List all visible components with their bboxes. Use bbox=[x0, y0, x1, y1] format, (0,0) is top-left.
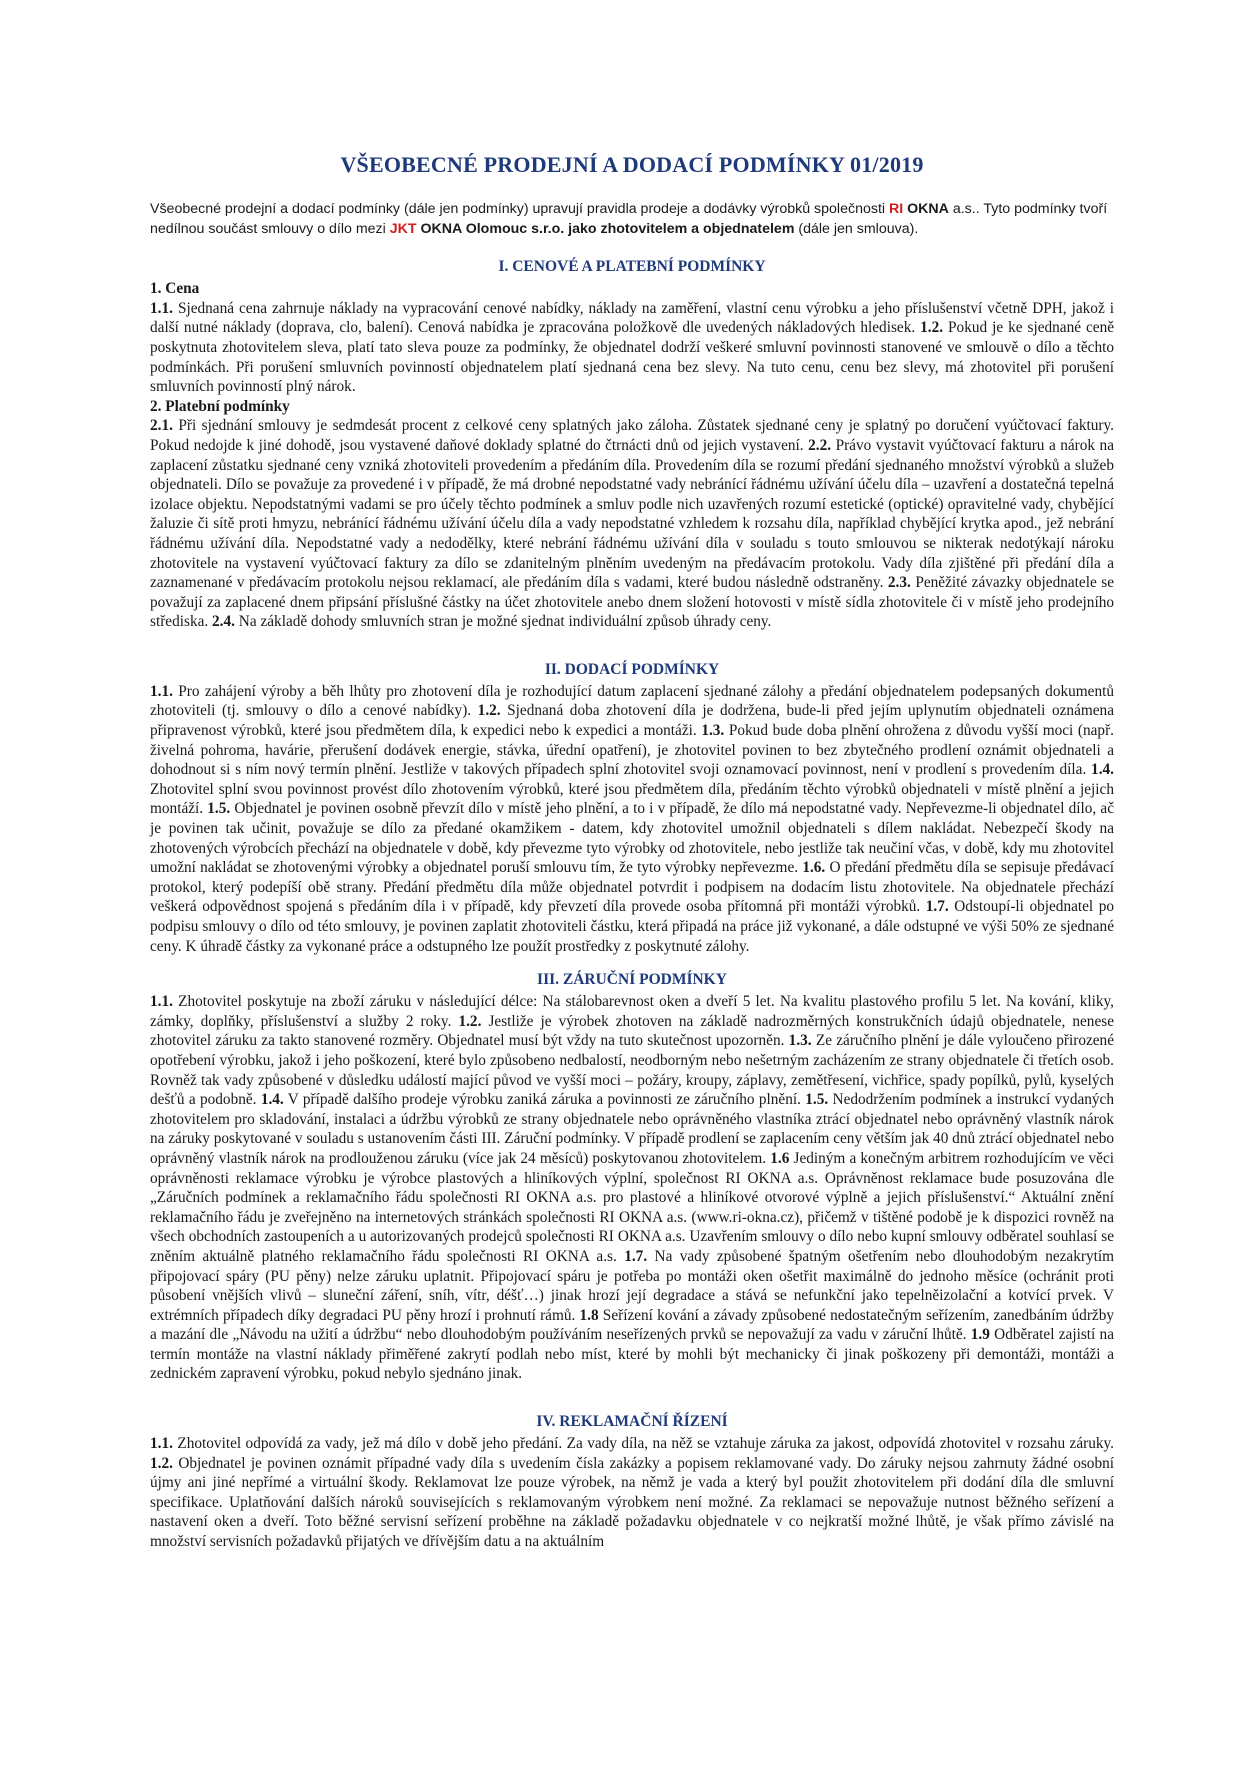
section-title-warranty: III. ZÁRUČNÍ PODMÍNKY bbox=[537, 971, 727, 989]
document-title: VŠEOBECNÉ PRODEJNÍ A DODACÍ PODMÍNKY 01/2019 bbox=[340, 152, 924, 177]
clause-number: 1.2. bbox=[458, 1012, 482, 1030]
contractor-name: OKNA Olomouc s.r.o. jako zhotovitelem a objednatelem bbox=[420, 220, 795, 237]
clause-number: 1.4. bbox=[1091, 761, 1114, 779]
clause-number: 1.2. bbox=[477, 702, 501, 720]
clause-text: Zhotovitel splní svou povinnost provést dílo zhotovením výrobků, které jsou předmětem díla, předáním těchto výrobků objednateli v místě plnění a jejich montáží. bbox=[150, 780, 1114, 818]
intro-text: (dále jen smlouva). bbox=[794, 220, 919, 237]
intro-paragraph bbox=[150, 200, 1114, 239]
clause-number: 1.8 bbox=[579, 1306, 599, 1324]
brand-jkt: JKT bbox=[389, 220, 417, 237]
clause-text: Právo vystavit vyúčtovací fakturu a nárok na zaplacení zůstatku sjednané ceny vzniká zhotoviteli provedením a předáním díla. Provedením díla se rozumí předání sjednaného množství výrobků a služeb objednateli. Dílo se považuje za provedené i v případě, že má drobné nepodstatné vady nebránící řádnému užívání účelu díla – uzavření a dostatečná tepelná izolace objektu. Nepodstatnými vadami se pro účely těchto podmínek a smluv podle nich uzavřených rozumí estetické (optické) opravitelné vady, chybějící žaluzie či sítě proti hmyzu, nebránící řádnému užívání účelu díla a vady nepodstatné vzhledem k rozsahu díla, například chybějící krytka apod., jež nebrání řádnému užívání díla. Nepodstatné vady a nedodělky, které nebrání řádnému užívání díla v souladu s touto smlouvou se nikterak nedotýkají nároku zhotovitele na vystavení vyúčtovací faktury za dílo se zdanitelným plněním uvedeným na předávacím protokolu. Vady díla zjištěné při předání díla a zaznamenané v předávacím protokolu nejsou reklamací, ale předáním díla s vadami, které budou následně odstraněny. bbox=[150, 436, 1114, 592]
clause-text: Seřízení kování a závady způsobené nedostatečným seřízením, zanedbáním údržby a mazání dle „Návodu na užití a údržbu“ nebo dlouhodobým používáním neseřízených prvků se nepovažují za vadu v záruční lhůtě. bbox=[150, 1306, 1114, 1344]
clause-text: Zhotovitel odpovídá za vady, jež má dílo v době jeho předání. Za vady díla, na něž se vztahuje záruka za jakost, odpovídá zhotovitel v rozsahu záruky. bbox=[172, 1435, 1114, 1453]
section-paragraph bbox=[150, 682, 1114, 956]
clause-text: Sjednaná cena zahrnuje náklady na vypracování cenové nabídky, náklady na zaměření, vlastní cenu výrobku a jeho příslušenství včetně DPH, jakož i další nutné náklady (doprava, clo, balení). Cenová nabídka je zpracována položkově dle uvedených nákladových hledisek. bbox=[150, 299, 1114, 337]
clause-number: 1.5. bbox=[805, 1091, 829, 1109]
clause-text: Nedodržením podmínek a instrukcí vydaných zhotovitelem pro skladování, instalaci a údržbu výrobků ze strany objednatele nebo oprávněného vlastníka ztrácí objednatel nebo oprávněný vlastník nárok na záruky poskytované v souladu s ustanovením části III. Záruční podmínky. V případě prodlení se zaplacením ceny větším jak 40 dnů ztrácí objednatel nebo oprávněný vlastník nárok na prodlouženou záruku (více jak 24 měsíců) poskytovanou zhotovitelem. bbox=[150, 1091, 1114, 1167]
clause-text: Objednatel je povinen osobně převzít dílo v místě jeho plnění, a to i v případě, že dílo má nepodstatné vady. Nepřevezme-li objednatel dílo, ač je povinen tak učinit, považuje se dílo za předané okamžikem - datem, kdy zhotovitel umožnil objednateli s dílem nakládat. Nebezpečí škody na zhotovených výrobcích přechází na objednatele v době, kdy převezme tyto výrobky od zhotovitele, nebo jestliže tak neučiní včas, v době, kdy mu zhotovitel umožní nakládat se zhotovenými výrobky a objednatel poruší smlouvu tím, že tyto výrobky nepřevezme. bbox=[150, 800, 1114, 877]
clause-text: Pro zahájení výroby a běh lhůty pro zhotovení díla je rozhodující datum zaplacení sjednané zálohy a předání objednatelem podepsaných dokumentů zhotoviteli (tj. smlouvy o dílo a cenové nabídky). bbox=[150, 682, 1114, 720]
clause-text: Zhotovitel poskytuje na zboží záruku v následující délce: Na stálobarevnost oken a dveří 5 let. Na kvalitu plastového profilu 5 let. Na kování, kliky, zámky, doplňky, příslušenství a služby 2 roky. bbox=[150, 993, 1114, 1030]
section-paragraph bbox=[150, 299, 1114, 397]
section-title-delivery: II. DODACÍ PODMÍNKY bbox=[544, 660, 720, 678]
clause-number: 1.6. bbox=[802, 859, 826, 877]
clause-number: 1.4. bbox=[260, 1091, 284, 1109]
section-paragraph bbox=[150, 992, 1114, 1384]
document-page bbox=[150, 140, 1114, 1552]
clause-text: Peněžité závazky objednatele se považují za zaplacené dnem připsání příslušné částky na účet zhotovitele anebo dnem složení hotovosti v místě sídla zhotovitele či v místě jeho prodejního střediska. bbox=[150, 574, 1114, 631]
brand-okna: OKNA bbox=[907, 201, 949, 217]
clause-text: Odstoupí-li objednatel po podpisu smlouvy o dílo od této smlouvy, je povinen zaplatit zhotoviteli částku, která připadá na práce již vykonané, a dále odstupné ve výši 50% ze sjednané ceny. K úhradě částky za vykonané práce a odstupného lze použít prostředky z poskytnuté zálohy. bbox=[150, 898, 1114, 955]
clause-number: 1.1. bbox=[150, 682, 173, 700]
clause-text: V případě dalšího prodeje výrobku zaniká záruka a povinnosti ze záručního plnění. bbox=[283, 1091, 806, 1109]
clause-number: 1.1. bbox=[150, 1435, 173, 1453]
clause-number: 1.3. bbox=[701, 722, 725, 740]
clause-number: 1.6 bbox=[770, 1149, 790, 1167]
clause-number: 1.2. bbox=[150, 1454, 173, 1472]
section-title-prices: I. CENOVÉ A PLATEBNÍ PODMÍNKY bbox=[498, 258, 766, 276]
clause-number: 1.1. bbox=[150, 993, 173, 1011]
clause-number: 1.1. bbox=[150, 299, 173, 317]
subsection-title: 2. Platební podmínky bbox=[150, 397, 290, 415]
clause-text: Objednatel je povinen oznámit případné vady díla s uvedením čísla zakázky a popisem reklamované vady. Do záruky nejsou zahrnuty žádné osobní újmy ani jiné nepřímé a virtuální škody. Reklamovat lze pouze výrobek, na němž je vada a který byl použit zhotovitelem při dodání díla dle smluvní specifikace. Uplatňování dalších nároků souvisejících s reklamovaným výrobkem není možné. Za reklamaci se nepovažuje nutnost běžného seřízení a nastavení oken a dveří. Toto běžné servisní seřízení proběhne na základě požadavku objednatele v co nejkratší možné lhůtě, je však přímo závislé na množství servisních požadavků přijatých ve dřívějším datu a na aktuálním bbox=[150, 1454, 1114, 1551]
clause-number: 1.9 bbox=[970, 1326, 990, 1344]
brand-ri: RI bbox=[888, 201, 904, 217]
clause-text: Na základě dohody smluvních stran je možné sjednat individuální způsob úhrady ceny. bbox=[234, 613, 772, 631]
clause-text: O předání předmětu díla se sepisuje předávací protokol, který podepíší obě strany. Předání předmětu díla může objednatel potvrdit i podpisem na dodacím listu zhotovitele. Na objednatele přechází veškerá odpovědnost spojená s předáním díla i v případě, kdy převzetí díla provede osoba přítomná při montáži výrobků. bbox=[150, 859, 1114, 916]
clause-text: Při sjednání smlouvy je sedmdesát procent z celkové ceny splatných jako záloha. Zůstatek sjednané ceny je splatný po doručení vyúčtovací faktury. Pokud nedojde k jiné dohodě, jsou vystavené daňové doklady splatné do čtrnácti dnů od jejich vystavení. bbox=[150, 417, 1114, 454]
section-title-complaints: IV. REKLAMAČNÍ ŘÍZENÍ bbox=[536, 1413, 728, 1431]
clause-number: 1.2. bbox=[920, 319, 944, 337]
clause-text: Pokud je ke sjednané ceně poskytnuta zhotovitelem sleva, platí tato sleva pouze za podmínky, že objednatel dodrží veškeré smluvní povinnosti stanovené ve smlouvě o dílo a těchto podmínkách. Při porušení smluvních povinností objednatelem platí sjednaná cena bez slevy. Na tuto cenu, cenu bez slevy, má zhotovitel při porušení smluvních povinností plný nárok. bbox=[150, 319, 1115, 396]
subsection-title: 1. Cena bbox=[150, 280, 200, 298]
clause-number: 2.4. bbox=[212, 613, 235, 631]
clause-text: Jediným a konečným arbitrem rozhodujícím ve věci oprávněnosti reklamace výrobku je výrobce plastových a hliníkových výplní, společnost RI OKNA a.s. Oprávněnost reklamace bude posuzována dle „Záručních podmínek a reklamačního řádu společnosti RI OKNA a.s. pro plastové a hliníkové otvorové výplně a jejich příslušenství.“ Aktuální znění reklamačního řádu je zveřejněno na internetových stránkách společnosti RI OKNA a.s. (www.ri-okna.cz), přičemž v tištěné podobě je k dispozici rovněž na všech obchodních zastoupeních a u autorizovaných prodejců společnosti RI OKNA a.s. Uzavřením smlouvy o dílo nebo kupní smlouvy odběratel souhlasí se zněním aktuálně platného reklamačního řádu společnosti RI OKNA a.s. bbox=[150, 1149, 1114, 1265]
intro-text: a.s.. Tyto podmínky tvoří nedílnou součást smlouvy o dílo mezi bbox=[150, 201, 1108, 237]
section-paragraph bbox=[150, 416, 1114, 632]
clause-text: Pokud bude doba plnění ohrožena z důvodu vyšší moci (např. živelná pohroma, havárie, přerušení dodávek energie, stávka, úřední opatření), je zhotovitel povinen to bez zbytečného prodlení oznámit objednateli a dohodnout si s ním nový termín plnění. Jestliže v takových případech splní zhotovitel svoji oznamovací povinnost, není v prodlení s provedením díla. bbox=[150, 722, 1114, 779]
clause-text: Odběratel zajistí na termín montáže na vlastní náklady přiměřené zakrytí podlah nebo míst, které by mohli být mechanicky či jinak poškozeny při demontáži, montáži a zednickém zapravení výrobku, pokud nebylo sjednáno jinak. bbox=[150, 1326, 1114, 1383]
clause-number: 1.7. bbox=[624, 1247, 648, 1265]
clause-text: Jestliže je výrobek zhotoven na základě nadrozměrných konstrukčních údajů objednatele, nenese zhotovitel záruku za takto stanovené rozměry. Objednatel musí být vždy na tuto skutečnost upozorněn. bbox=[150, 1012, 1114, 1050]
section-paragraph bbox=[150, 1434, 1114, 1552]
clause-text: Sjednaná doba zhotovení díla je dodržena, bude-li před jejím uplynutím objednateli oznámena připravenost výrobků, které jsou předmětem díla, k expedici nebo k expedici a montáži. bbox=[150, 702, 1114, 740]
clause-number: 2.2. bbox=[808, 436, 832, 454]
clause-number: 1.3. bbox=[788, 1032, 812, 1050]
clause-text: Ze záručního plnění je dále vyloučeno přirozené opotřebení výrobku, jakož i jeho poškození, které bylo způsobeno nedbalostí, neodborným nebo nešetrným zacházením ze strany objednatele či třetích osob. Rovněž tak vady způsobené v důsledku událostí mající původ ve vyšší moci – požáry, kroupy, záplavy, zemětřesení, vichřice, spady popílků, pylů, kyselých dešťů a podobně. bbox=[150, 1032, 1114, 1109]
clause-number: 2.1. bbox=[150, 417, 173, 435]
intro-text: Všeobecné prodejní a dodací podmínky (dále jen podmínky) upravují pravidla prodeje a dodávky výrobků společnosti bbox=[150, 201, 889, 217]
clause-number: 1.7. bbox=[925, 898, 949, 916]
clause-number: 1.5. bbox=[207, 800, 231, 818]
clause-text: Na vady způsobené špatným ošetřením nebo dlouhodobým nezakrytím připojovací spáry (PU pěny) nelze záruku uplatnit. Připojovací spáru je potřeba po montáži oken ošetřit maximálně do jednoho měsíce (ochránit proti působení vnějších vlivů – sluneční záření, sníh, vítr, déšť…) jinak hrozí její degradace a stává se nefunkční jako tepelněizolační a kotvící prvek. V extrémních případech díky degradaci PU pěny hrozí i prohnutí rámů. bbox=[150, 1247, 1114, 1324]
clause-number: 2.3. bbox=[887, 574, 911, 592]
